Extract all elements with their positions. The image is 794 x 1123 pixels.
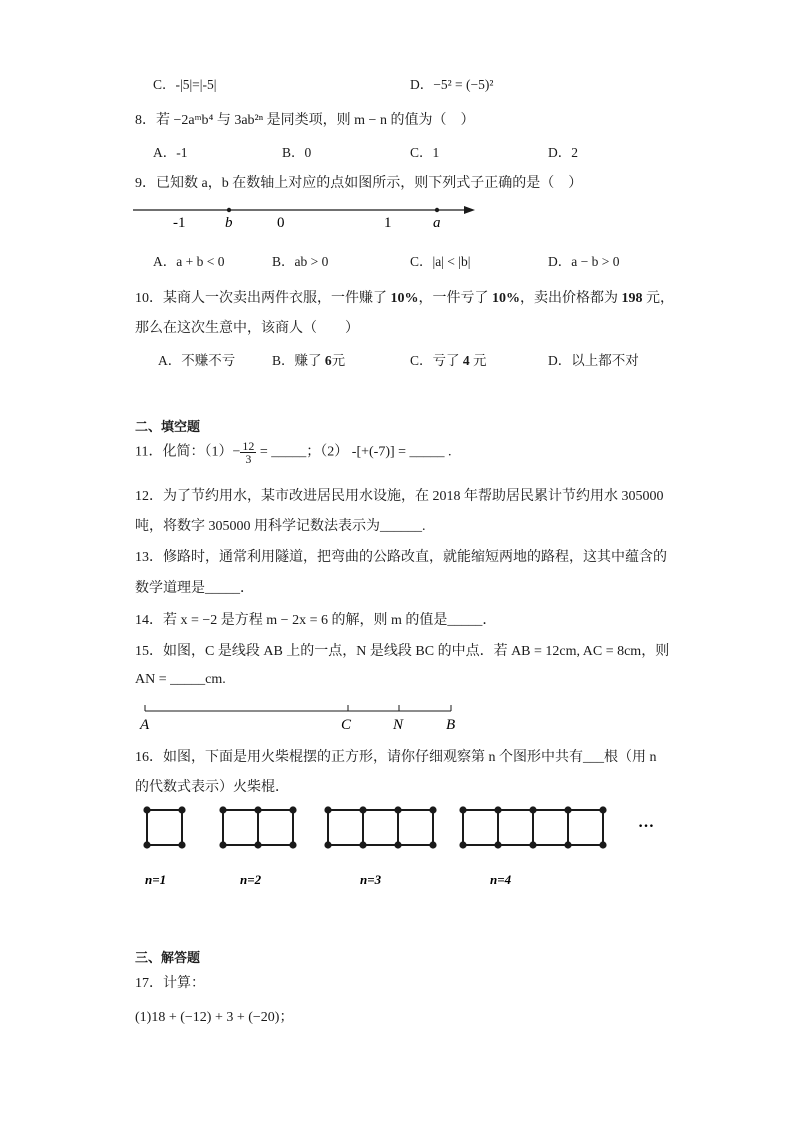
q7-option-c: C．-|5|=|-5| <box>153 77 217 92</box>
q10-text: ，卖出价格都为 <box>520 291 622 306</box>
match-head-dot <box>178 841 185 848</box>
match-head-dot <box>289 841 296 848</box>
match-head-dot <box>494 806 501 813</box>
match-head-dot <box>359 841 366 848</box>
match-head-dot <box>394 841 401 848</box>
q10-option-a: A．不赚不亏 <box>158 353 236 368</box>
match-head-dot <box>143 841 150 848</box>
axis-label-neg1: -1 <box>173 215 186 231</box>
match-head-dot <box>359 806 366 813</box>
match-head-dot <box>599 841 606 848</box>
matchstick-figure-4 <box>459 806 606 887</box>
q9-stem: 9．已知数 a，b 在数轴上对应的点如图所示，则下列式子正确的是（ ） <box>135 176 583 191</box>
point-a-dot <box>435 208 439 212</box>
axis-label-1: 1 <box>384 215 392 231</box>
q7-option-d <box>410 73 493 93</box>
match-head-dot <box>219 806 226 813</box>
q16-matchstick-figures <box>135 800 665 890</box>
q10-option-b-value: 6 <box>324 353 332 368</box>
q10-text: 元， <box>642 291 674 306</box>
q15-segment-figure <box>135 700 465 734</box>
match-head-dot <box>459 841 466 848</box>
match-head-dot <box>529 841 536 848</box>
q16-line1: 16．如图，下面是用火柴棍摆的正方形，请你仔细观察第 n 个图形中共有___根（用 n <box>135 750 657 765</box>
q10-option-d: D．以上都不对 <box>548 353 639 368</box>
match-head-dot <box>459 806 466 813</box>
section-answer-title: 三、解答题 <box>135 950 201 965</box>
point-b-dot <box>227 208 231 212</box>
match-head-dot <box>178 806 185 813</box>
q9-option-d: D．a − b > 0 <box>548 254 620 269</box>
q11-fraction <box>240 440 256 465</box>
ellipsis: … <box>638 814 654 831</box>
match-head-dot <box>394 806 401 813</box>
q10-option-c-text: C．亏了 <box>410 353 463 368</box>
q10-price: 198 <box>621 291 643 306</box>
match-head-dot <box>324 841 331 848</box>
q17-part1: (1)18 + (−12) + 3 + (−20)； <box>135 1010 294 1025</box>
match-head-dot <box>143 806 150 813</box>
figure-label-n1: n=1 <box>145 872 167 887</box>
q10-option-c-unit: 元 <box>469 353 487 368</box>
q10-gain-percent: 10% <box>390 291 419 306</box>
q10-loss-percent: 10% <box>492 291 520 306</box>
match-head-dot <box>529 806 536 813</box>
match-head-dot <box>289 806 296 813</box>
match-head-dot <box>564 806 571 813</box>
point-label-n: N <box>393 717 404 733</box>
q11-prefix: 11．化简：（1）− <box>135 444 241 460</box>
q11 <box>135 440 452 465</box>
match-head-dot <box>429 806 436 813</box>
q9-option-c: C．|a| < |b| <box>410 254 471 269</box>
match-head-dot <box>429 841 436 848</box>
q7-option-d-expr: −5² = (−5)² <box>433 77 494 92</box>
matchstick-figure-3 <box>324 806 436 887</box>
arrow-right-icon <box>464 206 475 214</box>
q8-option-d: D．2 <box>548 145 578 160</box>
q8-stem: 8．若 −2aᵐb⁴ 与 3ab²ⁿ 是同类项，则 m − n 的值为（ ） <box>135 113 475 128</box>
match-head-dot <box>324 806 331 813</box>
q10-text: ，一件亏了 <box>418 291 492 306</box>
q15-line2: AN = _____cm. <box>135 672 226 687</box>
q16-line2: 的代数式表示）火柴棍． <box>135 780 289 795</box>
q11-frac-numerator: 12 <box>242 439 255 453</box>
q10-stem-line1 <box>135 287 674 307</box>
q9-number-line <box>130 198 480 232</box>
match-head-dot <box>219 841 226 848</box>
figure-label-n3: n=3 <box>360 872 382 887</box>
q10-option-b <box>272 349 345 369</box>
q10-stem-line2: 那么在这次生意中，该商人（ ） <box>135 321 359 336</box>
q10-option-b-unit: 元 <box>331 353 346 368</box>
q10-option-c <box>410 349 487 369</box>
point-label-a: A <box>140 717 150 733</box>
q14: 14．若 x = −2 是方程 m − 2x = 6 的解，则 m 的值是_____． <box>135 613 497 628</box>
q10-option-b-text: B．赚了 <box>272 353 325 368</box>
q10-option-c-value: 4 <box>462 353 470 368</box>
axis-label-b: b <box>225 215 233 231</box>
q11-frac-denominator: 3 <box>245 452 252 466</box>
section-fill-in-title: 二、填空题 <box>135 419 201 434</box>
matchstick-figure-2 <box>219 806 296 887</box>
q8-option-b: B．0 <box>282 145 312 160</box>
matchstick-figure-1 <box>143 806 185 887</box>
axis-label-a: a <box>433 215 441 231</box>
q13-line1: 13．修路时，通常利用隧道，把弯曲的公路改直，就能缩短两地的路程，这其中蕴含的 <box>135 550 667 565</box>
axis-label-0: 0 <box>277 215 285 231</box>
q7-option-d-label: D． <box>410 77 434 92</box>
match-head-dot <box>599 806 606 813</box>
q10-text: 10．某商人一次卖出两件衣服，一件赚了 <box>135 291 391 306</box>
match-head-dot <box>254 806 261 813</box>
figure-label-n4: n=4 <box>490 872 512 887</box>
q12-line1: 12．为了节约用水，某市改进居民用水设施，在 2018 年帮助居民累计节约用水 305000 <box>135 489 664 504</box>
q13-line2: 数学道理是_____． <box>135 581 254 596</box>
q8-option-a: A．-1 <box>153 145 188 160</box>
match-head-dot <box>254 841 261 848</box>
match-head-dot <box>564 841 571 848</box>
point-label-b: B <box>446 717 456 733</box>
q11-rest: = _____；（2） -[+(-7)] = _____ . <box>256 444 452 460</box>
q17-stem: 17．计算： <box>135 976 205 991</box>
match-head-dot <box>494 841 501 848</box>
q8-option-c: C．1 <box>410 145 440 160</box>
figure-label-n2: n=2 <box>240 872 262 887</box>
q15-line1: 15．如图，C 是线段 AB 上的一点，N 是线段 BC 的中点．若 AB = 12cm, AC = 8cm，则 <box>135 644 670 659</box>
q9-option-a: A．a + b < 0 <box>153 254 225 269</box>
point-label-c: C <box>341 717 352 733</box>
q12-line2: 吨，将数字 305000 用科学记数法表示为______. <box>135 519 426 534</box>
q9-option-b: B．ab > 0 <box>272 254 329 269</box>
